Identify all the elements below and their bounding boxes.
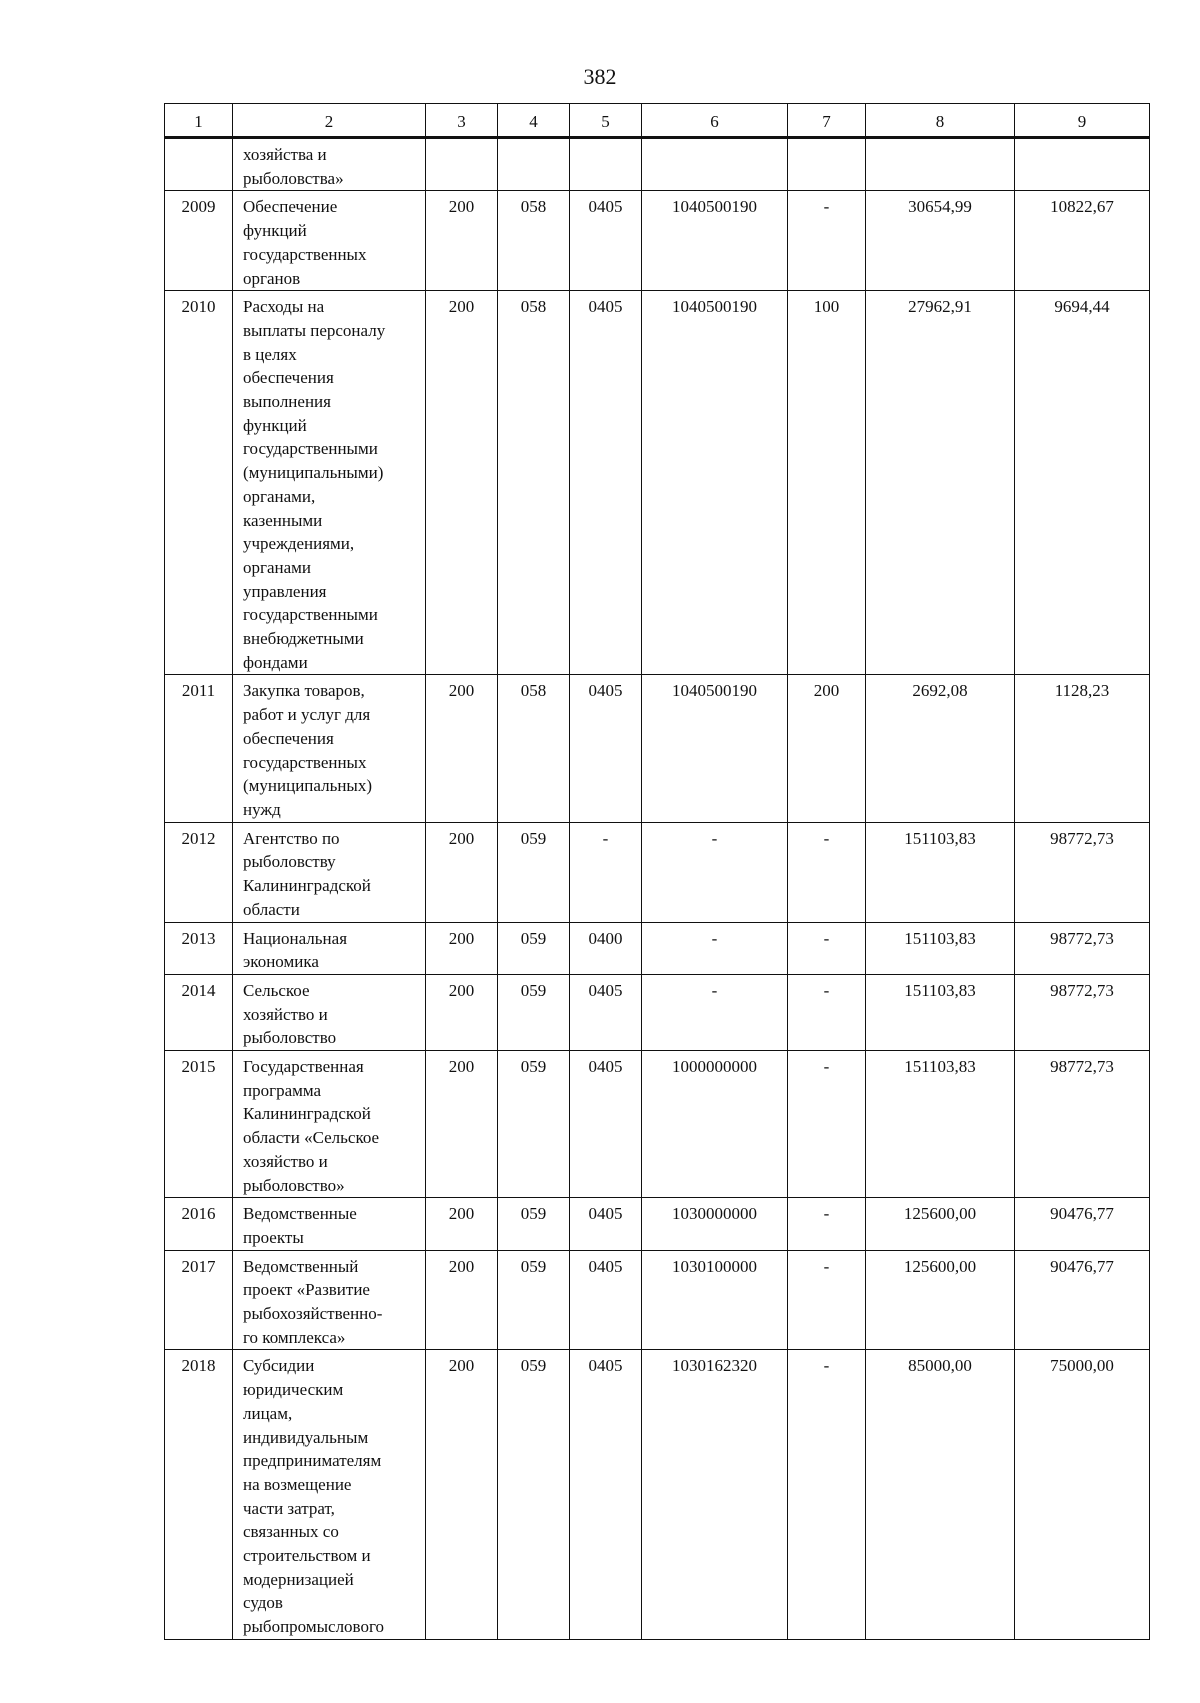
column-header: 2 <box>233 104 426 138</box>
value-cell-c5: 0405 <box>570 1250 642 1350</box>
value-cell-c3: 200 <box>426 191 498 291</box>
row-name-line: (муниципальных) <box>243 776 373 796</box>
value-cell-c4: 059 <box>498 1051 570 1198</box>
row-name-line: хозяйство и <box>243 1004 328 1024</box>
row-name-line: Закупка товаров, <box>243 681 365 701</box>
value-cell-c6: 1000000000 <box>642 1051 788 1198</box>
value-cell-c5: 0405 <box>570 974 642 1050</box>
value-cell-c7: - <box>788 1198 866 1250</box>
row-name-line: экономика <box>243 952 319 972</box>
row-name-line: проекты <box>243 1227 304 1247</box>
value-cell-c9: 9694,44 <box>1015 291 1150 675</box>
row-name-line: рыбохозяйственно- <box>243 1304 383 1324</box>
row-name-line: модернизацией <box>243 1569 354 1589</box>
table-row <box>165 675 1150 822</box>
value-cell-c8: 125600,00 <box>866 1250 1015 1350</box>
value-cell-c4: 058 <box>498 291 570 675</box>
row-name-line: казенными <box>243 510 323 530</box>
value-cell-c7: - <box>788 191 866 291</box>
row-name-line: рыболовство» <box>243 1175 345 1195</box>
column-header: 3 <box>426 104 498 138</box>
row-name-line: связанных со <box>243 1522 339 1542</box>
page-number: 382 <box>583 64 617 89</box>
row-name-line: лицам, <box>243 1403 293 1423</box>
table-row <box>165 1051 1150 1198</box>
table-row <box>165 1350 1150 1639</box>
row-name-line: функций <box>243 221 307 241</box>
row-name-line: рыболовству <box>243 852 336 872</box>
row-name-line: области <box>243 899 300 919</box>
value-cell-c7: 100 <box>788 291 866 675</box>
row-id-cell: 2011 <box>165 675 233 822</box>
row-name-line: программа <box>243 1080 322 1100</box>
value-cell-c8: 85000,00 <box>866 1350 1015 1639</box>
value-cell-c6: - <box>642 974 788 1050</box>
row-name-line: фондами <box>243 652 308 672</box>
row-name-cell <box>233 822 426 922</box>
value-cell-c8: 27962,91 <box>866 291 1015 675</box>
value-cell-c9: 90476,77 <box>1015 1198 1150 1250</box>
row-id-cell: 2012 <box>165 822 233 922</box>
table-row <box>165 822 1150 922</box>
row-name-line: Обеспечение <box>243 197 338 217</box>
value-cell-c3 <box>426 138 498 191</box>
header-row <box>165 104 1150 138</box>
value-cell-c7: - <box>788 922 866 974</box>
row-name-cell <box>233 974 426 1050</box>
value-cell-c9: 90476,77 <box>1015 1250 1150 1350</box>
row-name-line: государственными <box>243 605 378 625</box>
value-cell-c9: 1128,23 <box>1015 675 1150 822</box>
value-cell-c9: 75000,00 <box>1015 1350 1150 1639</box>
row-id-cell: 2009 <box>165 191 233 291</box>
row-id-cell: 2014 <box>165 974 233 1050</box>
value-cell-c8: 125600,00 <box>866 1198 1015 1250</box>
value-cell-c5: 0400 <box>570 922 642 974</box>
row-name-line: Ведомственный <box>243 1256 359 1276</box>
budget-table <box>164 103 1150 1640</box>
value-cell-c7: - <box>788 1350 866 1639</box>
value-cell-c5: 0405 <box>570 191 642 291</box>
row-name-line: индивидуальным <box>243 1427 369 1447</box>
row-name-cell <box>233 1051 426 1198</box>
row-name-cell <box>233 675 426 822</box>
value-cell-c8: 151103,83 <box>866 922 1015 974</box>
value-cell-c6: 1030162320 <box>642 1350 788 1639</box>
value-cell-c3: 200 <box>426 822 498 922</box>
row-name-line: государственных <box>243 244 367 264</box>
value-cell-c6: 1040500190 <box>642 291 788 675</box>
value-cell-c6: 1040500190 <box>642 191 788 291</box>
value-cell-c5: 0405 <box>570 1198 642 1250</box>
row-name-line: обеспечения <box>243 368 334 388</box>
value-cell-c4: 059 <box>498 822 570 922</box>
row-name-line: органами, <box>243 486 316 506</box>
value-cell-c6: - <box>642 922 788 974</box>
row-name-cell <box>233 1198 426 1250</box>
value-cell-c4: 059 <box>498 1350 570 1639</box>
value-cell-c4: 059 <box>498 1250 570 1350</box>
row-name-line: хозяйства и <box>243 145 327 164</box>
value-cell-c3: 200 <box>426 974 498 1050</box>
value-cell-c9: 10822,67 <box>1015 191 1150 291</box>
row-name-cell <box>233 138 426 191</box>
value-cell-c5: - <box>570 822 642 922</box>
value-cell-c7 <box>788 138 866 191</box>
column-header: 5 <box>570 104 642 138</box>
row-name-line: судов <box>243 1593 283 1613</box>
table-header <box>165 104 1150 138</box>
row-name-line: учреждениями, <box>243 534 355 554</box>
row-name-line: рыбопромыслового <box>243 1617 385 1637</box>
row-name-line: строительством и <box>243 1546 371 1566</box>
row-name-cell <box>233 1350 426 1639</box>
row-id-cell: 2015 <box>165 1051 233 1198</box>
row-id-cell <box>165 138 233 191</box>
value-cell-c4: 058 <box>498 191 570 291</box>
row-name-line: рыболовства» <box>243 168 344 188</box>
row-name-line: управления <box>243 581 327 601</box>
value-cell-c5 <box>570 138 642 191</box>
row-name-line: внебюджетными <box>243 629 364 649</box>
row-name-line: области «Сельское <box>243 1128 380 1148</box>
row-id-cell: 2016 <box>165 1198 233 1250</box>
table-row <box>165 1198 1150 1250</box>
value-cell-c9: 98772,73 <box>1015 822 1150 922</box>
value-cell-c9 <box>1015 138 1150 191</box>
row-name-line: рыболовство <box>243 1028 337 1048</box>
value-cell-c8 <box>866 138 1015 191</box>
value-cell-c8: 2692,08 <box>866 675 1015 822</box>
column-header: 1 <box>165 104 233 138</box>
row-name-line: проект «Развитие <box>243 1280 370 1300</box>
value-cell-c4: 058 <box>498 675 570 822</box>
value-cell-c7: - <box>788 1051 866 1198</box>
row-name-line: Расходы на <box>243 297 325 317</box>
value-cell-c6 <box>642 138 788 191</box>
value-cell-c6: - <box>642 822 788 922</box>
column-header: 7 <box>788 104 866 138</box>
value-cell-c5: 0405 <box>570 1051 642 1198</box>
row-name-line: Государственная <box>243 1057 364 1077</box>
value-cell-c4 <box>498 138 570 191</box>
value-cell-c7: 200 <box>788 675 866 822</box>
value-cell-c3: 200 <box>426 1051 498 1198</box>
row-id-cell: 2013 <box>165 922 233 974</box>
row-name-line: органами <box>243 557 312 577</box>
column-header: 8 <box>866 104 1015 138</box>
row-name-line: Сельское <box>243 980 310 1000</box>
table-row <box>165 974 1150 1050</box>
table-row <box>165 138 1150 191</box>
value-cell-c9: 98772,73 <box>1015 1051 1150 1198</box>
value-cell-c5: 0405 <box>570 675 642 822</box>
value-cell-c4: 059 <box>498 974 570 1050</box>
table-row <box>165 1250 1150 1350</box>
value-cell-c3: 200 <box>426 1198 498 1250</box>
value-cell-c7: - <box>788 822 866 922</box>
row-name-line: работ и услуг для <box>243 705 371 725</box>
value-cell-c4: 059 <box>498 1198 570 1250</box>
value-cell-c7: - <box>788 1250 866 1350</box>
value-cell-c3: 200 <box>426 1350 498 1639</box>
row-name-line: выплаты персоналу <box>243 320 386 340</box>
table-row <box>165 922 1150 974</box>
column-header: 4 <box>498 104 570 138</box>
row-name-cell <box>233 922 426 974</box>
row-name-line: обеспечения <box>243 728 334 748</box>
row-name-line: органов <box>243 268 301 288</box>
row-name-line: Ведомственные <box>243 1204 357 1224</box>
row-name-line: хозяйство и <box>243 1151 328 1171</box>
value-cell-c3: 200 <box>426 922 498 974</box>
row-name-line: функций <box>243 415 307 435</box>
value-cell-c8: 151103,83 <box>866 822 1015 922</box>
column-header: 6 <box>642 104 788 138</box>
row-name-line: предпринимателям <box>243 1451 382 1471</box>
row-name-line: нужд <box>243 799 281 819</box>
row-name-line: го комплекса» <box>243 1327 346 1347</box>
value-cell-c5: 0405 <box>570 291 642 675</box>
row-name-line: части затрат, <box>243 1498 335 1518</box>
row-name-line: Национальная <box>243 928 348 948</box>
column-header: 9 <box>1015 104 1150 138</box>
table-row <box>165 291 1150 675</box>
value-cell-c8: 30654,99 <box>866 191 1015 291</box>
row-name-line: государственными <box>243 439 378 459</box>
value-cell-c8: 151103,83 <box>866 974 1015 1050</box>
value-cell-c3: 200 <box>426 291 498 675</box>
row-name-line: в целях <box>243 344 297 364</box>
value-cell-c4: 059 <box>498 922 570 974</box>
value-cell-c6: 1030100000 <box>642 1250 788 1350</box>
row-name-cell <box>233 291 426 675</box>
row-name-line: выполнения <box>243 392 331 412</box>
table-body <box>165 138 1150 1640</box>
row-id-cell: 2010 <box>165 291 233 675</box>
value-cell-c3: 200 <box>426 675 498 822</box>
row-name-line: Калининградской <box>243 876 371 896</box>
row-name-line: на возмещение <box>243 1474 352 1494</box>
row-name-line: Субсидии <box>243 1356 315 1376</box>
row-id-cell: 2018 <box>165 1350 233 1639</box>
row-name-line: юридическим <box>243 1380 344 1400</box>
value-cell-c6: 1030000000 <box>642 1198 788 1250</box>
row-name-line: Калининградской <box>243 1104 371 1124</box>
value-cell-c9: 98772,73 <box>1015 974 1150 1050</box>
row-name-cell <box>233 191 426 291</box>
table-row <box>165 191 1150 291</box>
row-name-line: Агентство по <box>243 828 340 848</box>
value-cell-c9: 98772,73 <box>1015 922 1150 974</box>
value-cell-c6: 1040500190 <box>642 675 788 822</box>
value-cell-c3: 200 <box>426 1250 498 1350</box>
row-name-line: (муниципальными) <box>243 463 384 483</box>
row-name-cell <box>233 1250 426 1350</box>
row-id-cell: 2017 <box>165 1250 233 1350</box>
value-cell-c5: 0405 <box>570 1350 642 1639</box>
value-cell-c8: 151103,83 <box>866 1051 1015 1198</box>
value-cell-c7: - <box>788 974 866 1050</box>
row-name-line: государственных <box>243 752 367 772</box>
